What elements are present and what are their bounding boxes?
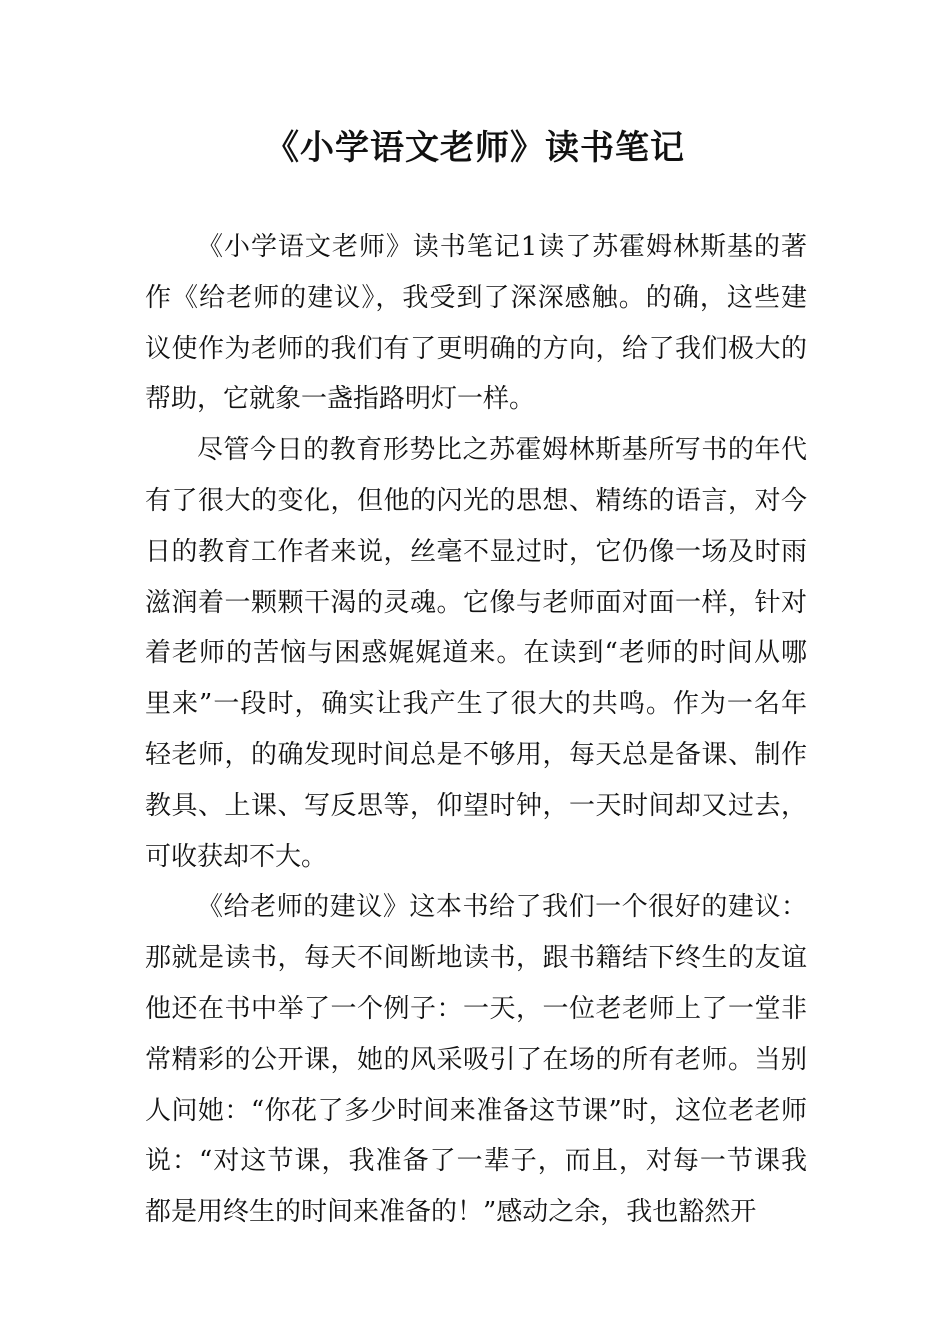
paragraph-1: 《小学语文老师》读书笔记1读了苏霍姆林斯基的著作《给老师的建议》，我受到了深深感触。的确，这些建议使作为老师的我们有了更明确的方向，给了我们极大的帮助，它就象一盏指路明灯一样。 [145,232,807,415]
paragraph-3: 《给老师的建议》这本书给了我们一个很好的建议：那就是读书，每天不间断地读书，跟书籍结下终生的友谊他还在书中举了一个例子：一天，一位老老师上了一堂非常精彩的公开课，她的风采吸引了在场的所有老师。当别人问她：“你花了多少时间来准备这节课”时，这位老老师说：“对这节课，我准备了一辈子，而且，对每一节课我都是用终生的时间来准备的！”感动之余，我也豁然开 [145,892,807,1228]
document-title: 《小学语文老师》读书笔记 [265,128,685,168]
document-body [145,222,807,1238]
paragraph-2: 尽管今日的教育形势比之苏霍姆林斯基所写书的年代有了很大的变化，但他的闪光的思想、精练的语言，对今日的教育工作者来说，丝毫不显过时，它仍像一场及时雨滋润着一颗颗干渴的灵魂。它像与老师面对面一样，针对着老师的苦恼与困惑娓娓道来。在读到“老师的时间从哪里来”一段时，确实让我产生了很大的共鸣。作为一名年轻老师，的确发现时间总是不够用，每天总是备课、制作教具、上课、写反思等，仰望时钟，一天时间却又过去，可收获却不大。 [145,435,807,872]
